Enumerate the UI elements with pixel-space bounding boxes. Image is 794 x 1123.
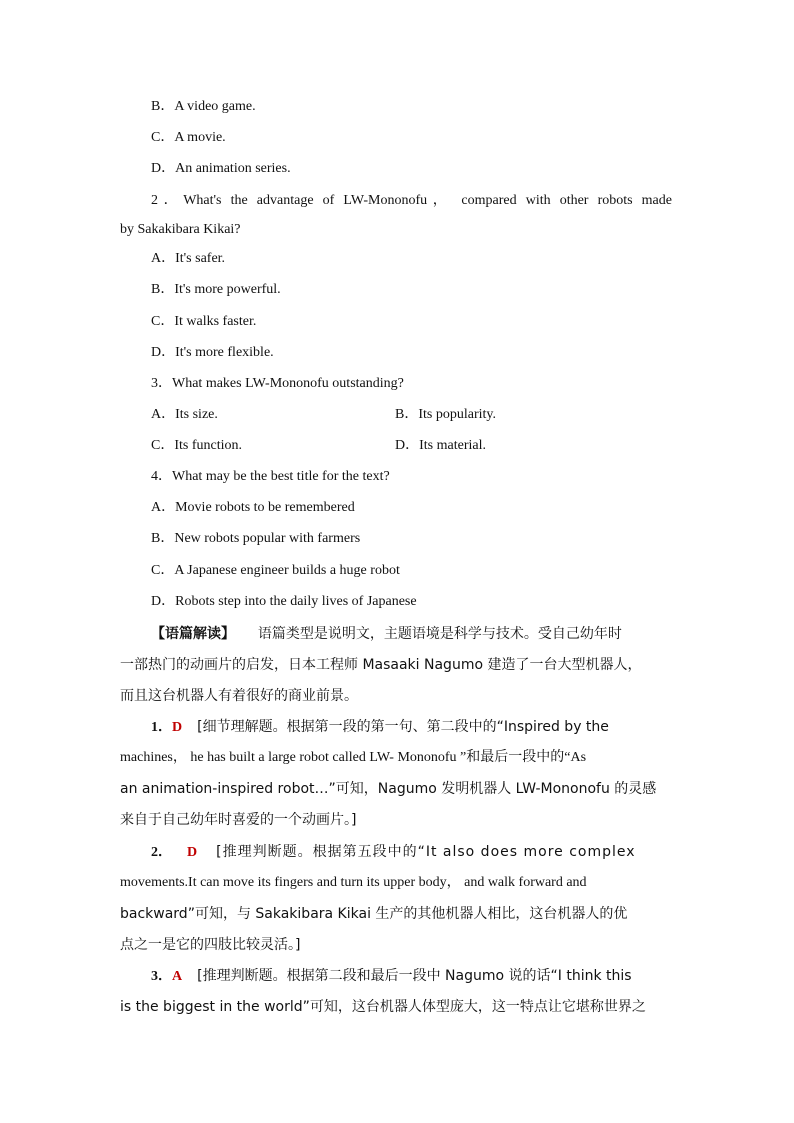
answer-1-line2: machines， he has built a large robot called LW- Mononofu ”和最后一段中的“As — [120, 750, 587, 765]
answer-3-line2: is the biggest in the world”可知，这台机器人体型庞大，这一特点让它堪称世界之 — [120, 999, 646, 1015]
answer-1-number: 1． — [151, 720, 172, 735]
q4-option-b: B．New robots popular with farmers — [151, 531, 361, 546]
q1-option-b: B．A video game. — [151, 99, 256, 114]
answer-3-number: 3． — [151, 969, 172, 984]
answer-3-line1 — [151, 966, 632, 987]
q4-option-a: A．Movie robots to be remembered — [151, 500, 355, 515]
answer-1-line3: an animation-inspired robot…”可知，Nagumo 发明机器人 LW-Mononofu 的灵感 — [120, 781, 657, 797]
q3-option-a: A．Its size. — [151, 407, 218, 422]
answer-1-text-line1: [细节理解题。根据第一段的第一句、第二段中的“Inspired by the — [197, 719, 609, 735]
answer-1-letter: D — [172, 720, 183, 735]
q1-option-c: C．A movie. — [151, 130, 226, 145]
answer-2-line1 — [151, 842, 636, 863]
q2-stem-line2: by Sakakibara Kikai? — [120, 222, 241, 237]
analysis-heading: 【语篇解读】 — [151, 626, 235, 642]
answer-3-text-line1: [推理判断题。根据第二段和最后一段中 Nagumo 说的话“I think this — [197, 968, 632, 984]
q2-option-d: D．It's more flexible. — [151, 345, 274, 360]
q2-option-a: A．It's safer. — [151, 251, 226, 266]
q3-option-c: C．Its function. — [151, 438, 242, 453]
q3-option-b: B．Its popularity. — [395, 407, 496, 422]
answer-1-line1 — [151, 717, 609, 738]
q3-option-d: D．Its material. — [395, 438, 486, 453]
answer-1-line4: 来自于自己幼年时喜爱的一个动画片。] — [120, 812, 357, 828]
answer-2-number: 2． — [151, 845, 172, 860]
analysis-line3: 而且这台机器人有着很好的商业前景。 — [120, 688, 358, 704]
q2-stem-line1: 2．What's the advantage of LW-Mononofu， compared with other robots made — [151, 193, 672, 208]
answer-2-line3: backward”可知，与 Sakakibara Kikai 生产的其他机器人相比，这台机器人的优 — [120, 906, 628, 922]
q3-stem: 3．What makes LW-Mononofu outstanding? — [151, 376, 404, 391]
answer-2-line2: movements.It can move its fingers and turn its upper body， and walk forward and — [120, 875, 587, 890]
q4-option-d: D．Robots step into the daily lives of Japanese — [151, 594, 417, 609]
answer-2-letter: D — [187, 845, 198, 860]
answer-2-line4: 点之一是它的四肢比较灵活。] — [120, 937, 301, 953]
q2-option-b: B．It's more powerful. — [151, 282, 281, 297]
answer-2-text-line1: [推理判断题。根据第五段中的“It also does more complex — [216, 844, 636, 860]
q4-stem: 4．What may be the best title for the text? — [151, 469, 390, 484]
q2-option-c: C．It walks faster. — [151, 314, 257, 329]
analysis-text-line1: 语篇类型是说明文，主题语境是科学与技术。受自己幼年时 — [257, 626, 622, 642]
q1-option-d: D．An animation series. — [151, 161, 291, 176]
answer-3-letter: A — [172, 969, 183, 984]
q4-option-c: C．A Japanese engineer builds a huge robot — [151, 563, 400, 578]
analysis-line2: 一部热门的动画片的启发，日本工程师 Masaaki Nagumo 建造了一台大型机器人， — [120, 657, 642, 673]
analysis-line1 — [151, 624, 622, 644]
